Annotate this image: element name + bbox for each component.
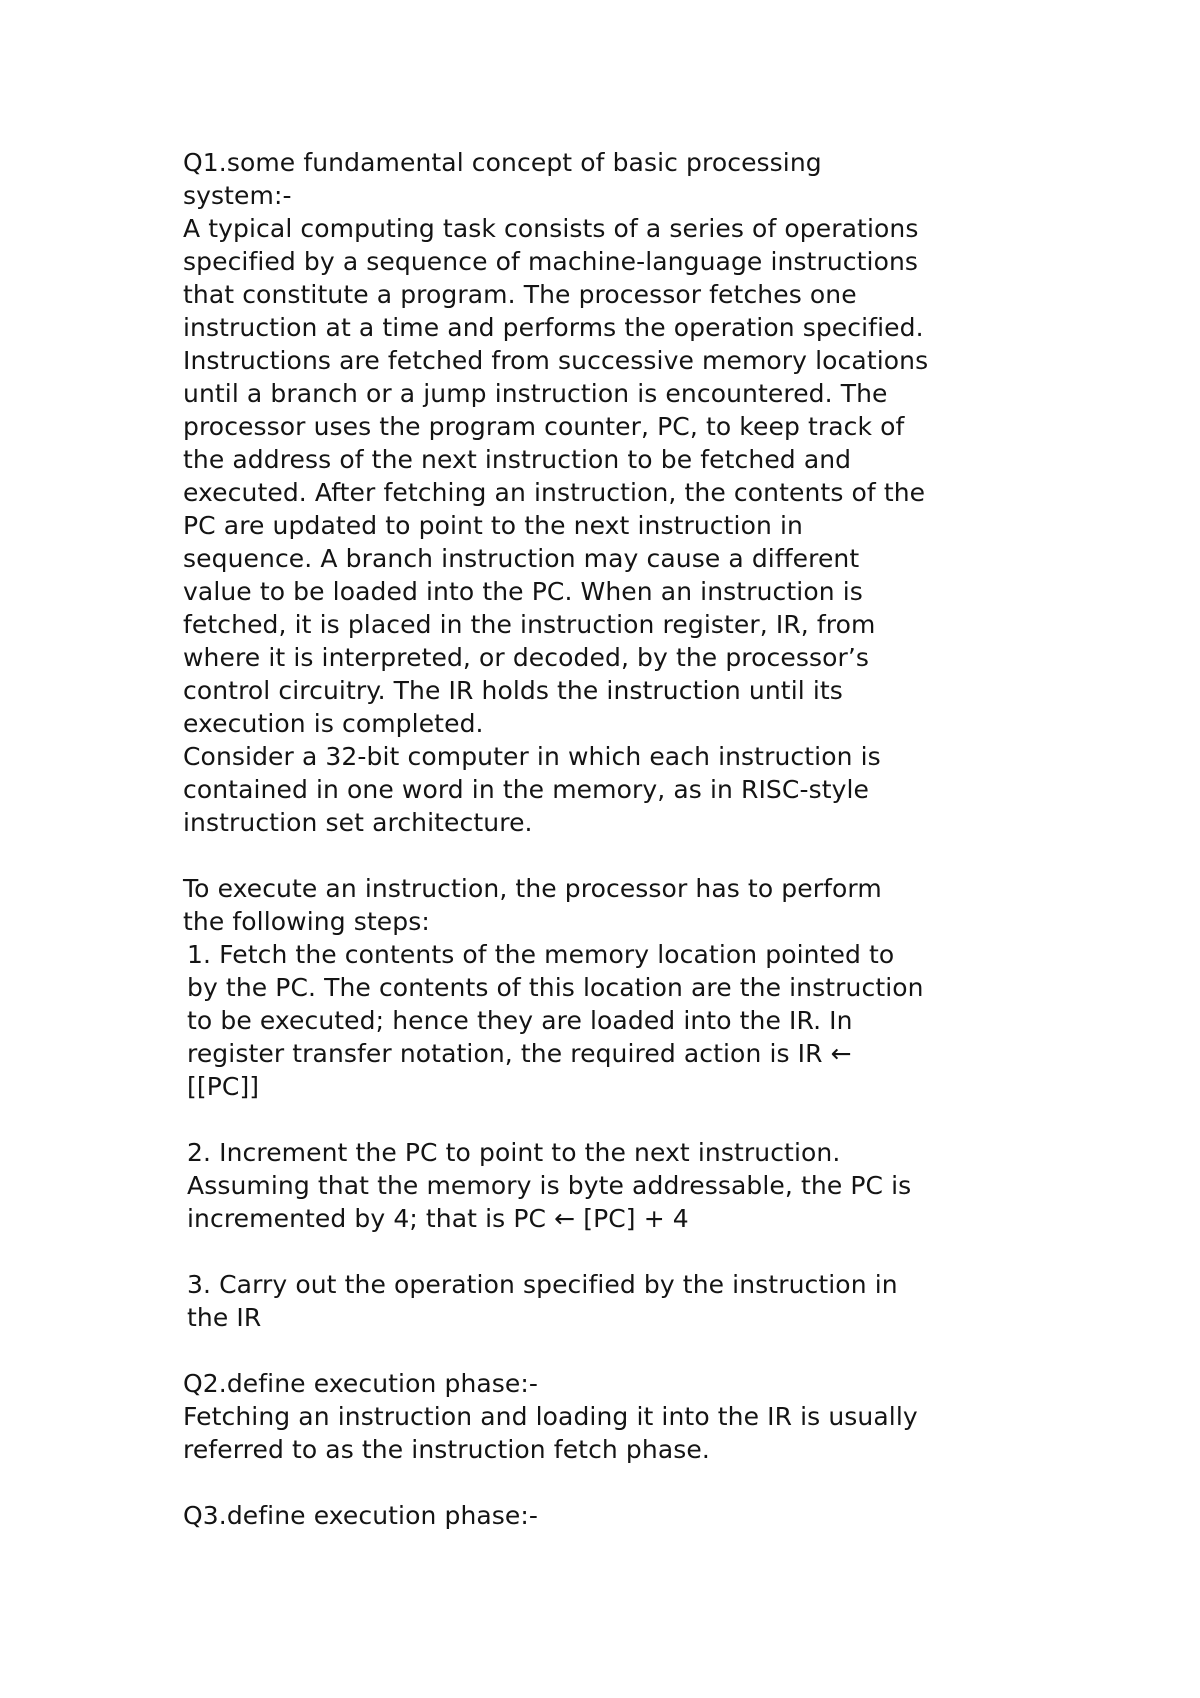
paragraph-line: processor uses the program counter, PC, to keep track of: [183, 412, 905, 441]
paragraph-line: A typical computing task consists of a series of operations: [183, 214, 919, 243]
paragraph-line: To execute an instruction, the processor has to perform: [183, 874, 882, 903]
blank-line: [183, 839, 1033, 872]
paragraph-line: the following steps:: [183, 907, 430, 936]
paragraph-line: specified by a sequence of machine-language instructions: [183, 247, 919, 276]
paragraph-line: instruction set architecture.: [183, 808, 533, 837]
step-2-line: incremented by 4; that is PC ← [PC] + 4: [187, 1204, 689, 1233]
paragraph-line: sequence. A branch instruction may cause a different: [183, 544, 860, 573]
paragraph-line: referred to as the instruction fetch phase.: [183, 1435, 710, 1464]
blank-line: [183, 1103, 1033, 1136]
document-body: [183, 146, 1033, 1532]
step-1-line: [[PC]]: [187, 1072, 260, 1101]
q1-heading: system:-: [183, 181, 292, 210]
paragraph-line: the address of the next instruction to be fetched and: [183, 445, 852, 474]
blank-line: [183, 1466, 1033, 1499]
step-3-line: 3. Carry out the operation specified by the instruction in: [187, 1270, 898, 1299]
paragraph-line: fetched, it is placed in the instruction register, IR, from: [183, 610, 876, 639]
paragraph-line: execution is completed.: [183, 709, 484, 738]
step-1-line: by the PC. The contents of this location are the instruction: [187, 973, 924, 1002]
blank-line: [183, 1334, 1033, 1367]
paragraph-line: where it is interpreted, or decoded, by the processor’s: [183, 643, 870, 672]
step-1-line: to be executed; hence they are loaded into the IR. In: [187, 1006, 853, 1035]
paragraph-line: contained in one word in the memory, as in RISC-style: [183, 775, 870, 804]
step-1-line: 1. Fetch the contents of the memory location pointed to: [187, 940, 895, 969]
paragraph-line: Instructions are fetched from successive memory locations: [183, 346, 929, 375]
paragraph-line: value to be loaded into the PC. When an instruction is: [183, 577, 863, 606]
step-2-line: Assuming that the memory is byte addressable, the PC is: [187, 1171, 912, 1200]
paragraph-line: executed. After fetching an instruction, the contents of the: [183, 478, 926, 507]
paragraph-line: PC are updated to point to the next instruction in: [183, 511, 803, 540]
paragraph-line: that constitute a program. The processor fetches one: [183, 280, 857, 309]
paragraph-line: instruction at a time and performs the operation specified.: [183, 313, 924, 342]
blank-line: [183, 1235, 1033, 1268]
step-2-line: 2. Increment the PC to point to the next instruction.: [187, 1138, 841, 1167]
paragraph-line: Consider a 32-bit computer in which each instruction is: [183, 742, 881, 771]
paragraph-line: until a branch or a jump instruction is encountered. The: [183, 379, 888, 408]
paragraph-line: control circuitry. The IR holds the instruction until its: [183, 676, 843, 705]
step-3-line: the IR: [187, 1303, 262, 1332]
q1-heading: Q1.some fundamental concept of basic processing: [183, 148, 822, 177]
q3-heading: Q3.define execution phase:-: [183, 1501, 539, 1530]
paragraph-line: Fetching an instruction and loading it into the IR is usually: [183, 1402, 918, 1431]
q2-heading: Q2.define execution phase:-: [183, 1369, 539, 1398]
step-1-line: register transfer notation, the required action is IR ←: [187, 1039, 852, 1068]
